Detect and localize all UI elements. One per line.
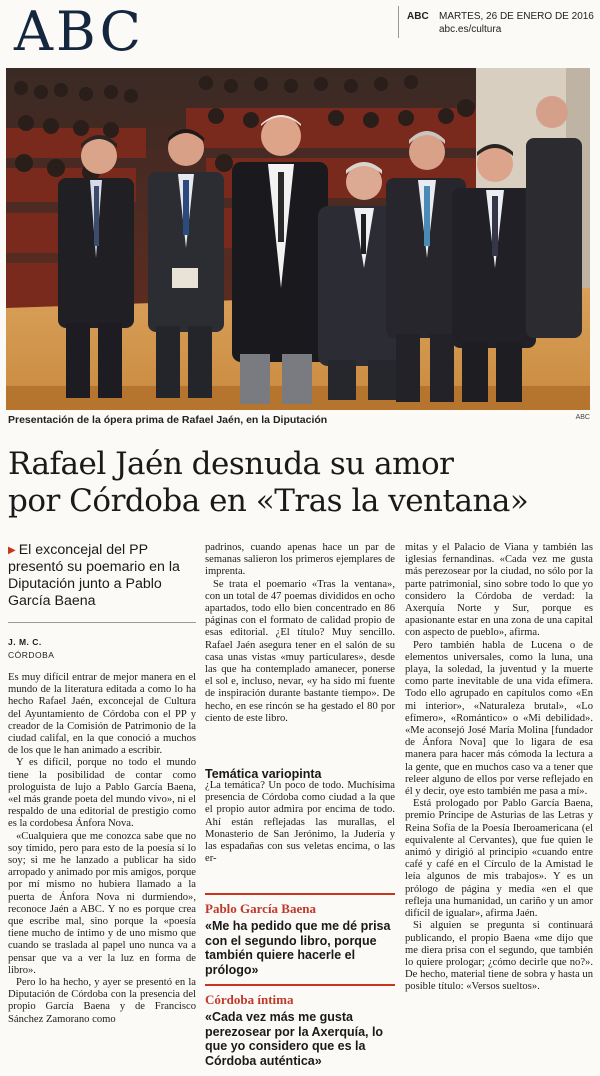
masthead [0,0,600,64]
pullquote-2 [205,984,395,1068]
pullquote-1 [205,893,395,977]
paragraph: ¿La temática? Un poco de todo. Muchísima presencia de Córdoba como ciudad a la que el propio autor admira por encima de todo. Ahí están reflejadas las murallas, el Monasterio de San Jerónimo, la Judería y las espadañas con sus veletas encima, o las er- [205,780,395,865]
news-photo [6,68,590,410]
article-column-2 [205,542,395,725]
abc-logo: ABC [14,0,144,63]
pullquote-heading: Córdoba íntima [205,992,294,1007]
paragraph: Si alguien se pregunta si continuará publicando, el propio Baena «me dijo que me diera prisa con el segundo, que también lo quiere prologar; ¿cómo decirle que no?». De hecho, material tiene de sobra y hasta un posible título: «Versos sueltos». [405,920,593,993]
bullet-triangle-icon: ▶ [8,545,16,556]
photo-illustration [6,68,590,410]
photo-credit: ABC [575,414,590,421]
pullquote-text: «Cada vez más me gusta perezosear por la Axerquía, lo que yo considero que es la Córdoba auténtica» [205,1010,384,1068]
subheadline-rule [8,622,196,623]
paragraph: Es muy difícil entrar de mejor manera en el mundo de la literatura editada a como lo ha hecho Rafael Jaén, exconcejal de Cultura del Ayuntamiento de Córdoba con el PP y creador de la Comisión de Patrimonio de la ciudad califal, en la que conoció a muchos de los que le han animado a escribir. [8,672,196,757]
subheadline [8,542,196,610]
article-column-3 [405,542,593,994]
paragraph: padrinos, cuando apenas hace un par de semanas salieron los primeros ejemplares de imprenta. [205,542,395,578]
article-column-2-continued [205,780,395,865]
paragraph: «Cualquiera que me conozca sabe que no soy tímido, pero para esto de la poesía sí lo soy; si me he lanzado a publicar ha sido arropado y animado por mis amigos, porque por mí mismo no hubiera llamado a la puerta de Ánfora Nova ni durmiendo», reconoce Jaén a ABC. Y no es porque crea que escribe mal, sino porque la «poesía tiene mucho de íntimo y de uno mismo que cuando se traslada al papel uno nunca va a pensar que va a ver la luz en forma de libro». [8,830,196,976]
article-column-1 [8,672,196,1026]
pullquote-heading: Pablo García Baena [205,901,316,916]
header-url: abc.es/cultura [439,24,502,35]
section-heading: Temática variopinta [205,767,322,781]
byline: J. M. C. [8,637,42,647]
pullquote-text: «Me ha pedido que me dé prisa con el segundo libro, porque también quiere hacerle el prólogo» [205,919,391,977]
headline-line-1: Rafael Jaén desnuda su amor [8,446,454,482]
paragraph: Pero también habla de Lucena o de elementos universales, como la luna, una playa, la soledad, la juventud y la muerte como parte inevitable de una vida efímera. Todo ello agrupado en capítulos como «En mi interior», «Naturaleza brutal», «Lo efímero», «Romántico» o «Mi debilidad». «Me aconsejó José María Molina [fundador de Ánfora Nova] que lo ligara de esa manera para hacer más cómoda la lectura a la gente, que en muchos caso va a tener que releer alguno de ellos por verse reflejado en él y decir, oye esto también me pasa a mí». [405,639,593,798]
headline [8,446,598,520]
paragraph: mitas y el Palacio de Viana y también las iglesias fernandinas. «Cada vez me gusta más perezosear por la ciudad, no sólo por la parte patrimonial, sino sobre todo lo que yo considero la Córdoba de verdad: la Axerquía Norte y Sur, porque es apasionante estar en una zona de una capital con aspecto de pueblo», afirma. [405,542,593,639]
pullquote-bar [205,984,395,986]
header-date: MARTES, 26 DE ENERO DE 2016 [439,11,594,22]
pullquote-bar [205,893,395,895]
subheadline-text: El exconcejal del PP presentó su poemario en la Diputación junto a Pablo García Baena [8,542,180,609]
dateline: CÓRDOBA [8,650,55,660]
paragraph: Y es difícil, porque no todo el mundo tiene la posibilidad de contar como prologuista de lujo a Pablo García Baena, «el más grande poeta del mundo vivo», ni el respaldo de una editorial de prestigio como es la cordobesa Ánfora Nova. [8,757,196,830]
headline-line-2: por Córdoba en «Tras la ventana» [8,483,529,519]
paragraph: Está prologado por Pablo García Baena, premio Príncipe de Asturias de las Letras y Reina Sofía de la Poesía Iberoamericana (el equivalente al Cervantes), que fue quien le animó y dirigió al principio «cuando entre café y café en el Círculo de la Amistad le leía algunos de mis trabajos». Y es un prólogo de página y media «en el que refleja una humanidad, un cariño y un amor difícil de igualar», afirma Jaén. [405,798,593,920]
photo-caption: Presentación de la ópera prima de Rafael Jaén, en la Diputación [8,414,328,426]
paragraph: Se trata el poemario «Tras la ventana», con un total de 47 poemas divididos en ocho apartados, todo ello bien concentrado en 86 páginas con el formato de calidad propio de esas editorial. ¿El título? Muy sencillo. Rafael Jaén asegura tener en el salón de su casa unas vistas «muy particulares», desde las que ha contemplado amanecer, ponerse el sol e, incluso, nevar, «y ha sido mi fuente de inspiración durante bastante tiempo». De hecho, en ese rincón se ha gestado el 80 por ciento de este libro. [205,578,395,724]
header-publication: ABC [407,11,429,22]
paragraph: Pero lo ha hecho, y ayer se presentó en la Diputación de Córdoba con la presencia del propio García Baena y de Francisco Sánchez Zamorano como [8,977,196,1025]
header-divider [398,6,399,38]
